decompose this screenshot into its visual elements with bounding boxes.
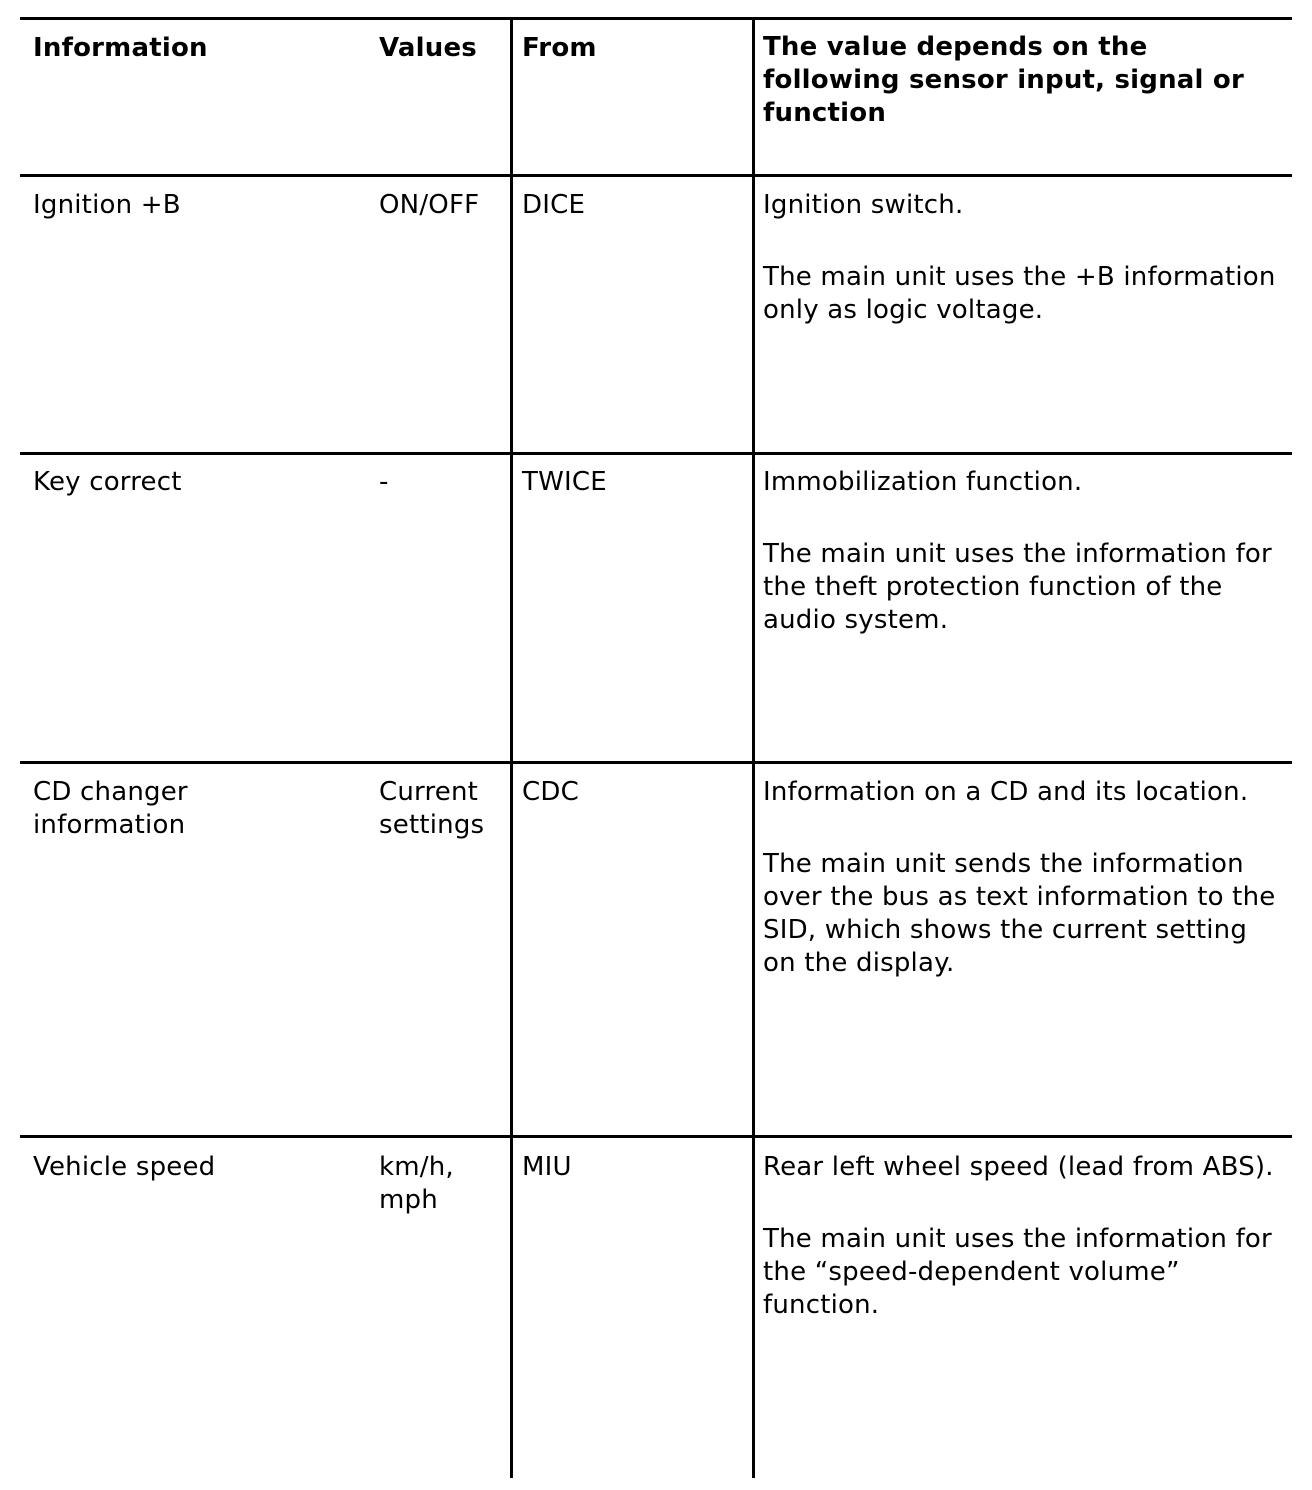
header-from: From	[522, 33, 597, 63]
row2-values: -	[379, 467, 389, 497]
row1-information: Ignition +B	[33, 190, 181, 220]
row3-depends	[763, 776, 1288, 980]
row1-values: ON/OFF	[379, 190, 480, 220]
row2-from: TWICE	[522, 467, 607, 497]
row4-values: km/h, mph	[379, 1152, 454, 1215]
row2-depends-line1: Immobilization function.	[763, 467, 1083, 497]
row4-from: MIU	[522, 1152, 572, 1182]
row2-information: Key correct	[33, 467, 182, 497]
row4-information: Vehicle speed	[33, 1152, 216, 1182]
header-separator	[20, 174, 1292, 177]
header-values: Values	[379, 33, 477, 63]
row3-depends-line2: The main unit sends the information over the bus as text information to the SID, which shows the current setting on the display.	[763, 849, 1276, 978]
row3-values: Current settings	[379, 777, 485, 840]
row3-information: CD changer information	[33, 777, 188, 840]
row2-depends-line2: The main unit uses the information for the theft protection function of the audio system.	[763, 539, 1272, 635]
column-divider	[752, 17, 755, 1478]
row-separator	[20, 452, 1292, 455]
row4-depends-line2: The main unit uses the information for the “speed-dependent volume” function.	[763, 1224, 1272, 1320]
row-separator	[20, 1135, 1292, 1138]
table-top-border	[20, 17, 1292, 20]
row4-depends-line1: Rear left wheel speed (lead from ABS).	[763, 1152, 1274, 1182]
row1-depends	[763, 189, 1288, 327]
row4-depends	[763, 1151, 1288, 1322]
row1-from: DICE	[522, 190, 586, 220]
row1-depends-line1: Ignition switch.	[763, 190, 964, 220]
row1-depends-line2: The main unit uses the +B information only as logic voltage.	[763, 262, 1276, 325]
row3-depends-line1: Information on a CD and its location.	[763, 777, 1249, 807]
header-information: Information	[33, 33, 208, 63]
row3-from: CDC	[522, 777, 579, 807]
column-divider	[510, 17, 513, 1478]
header-depends: The value depends on the following sensor input, signal or function	[763, 32, 1244, 128]
row-separator	[20, 761, 1292, 764]
row2-depends	[763, 466, 1288, 637]
